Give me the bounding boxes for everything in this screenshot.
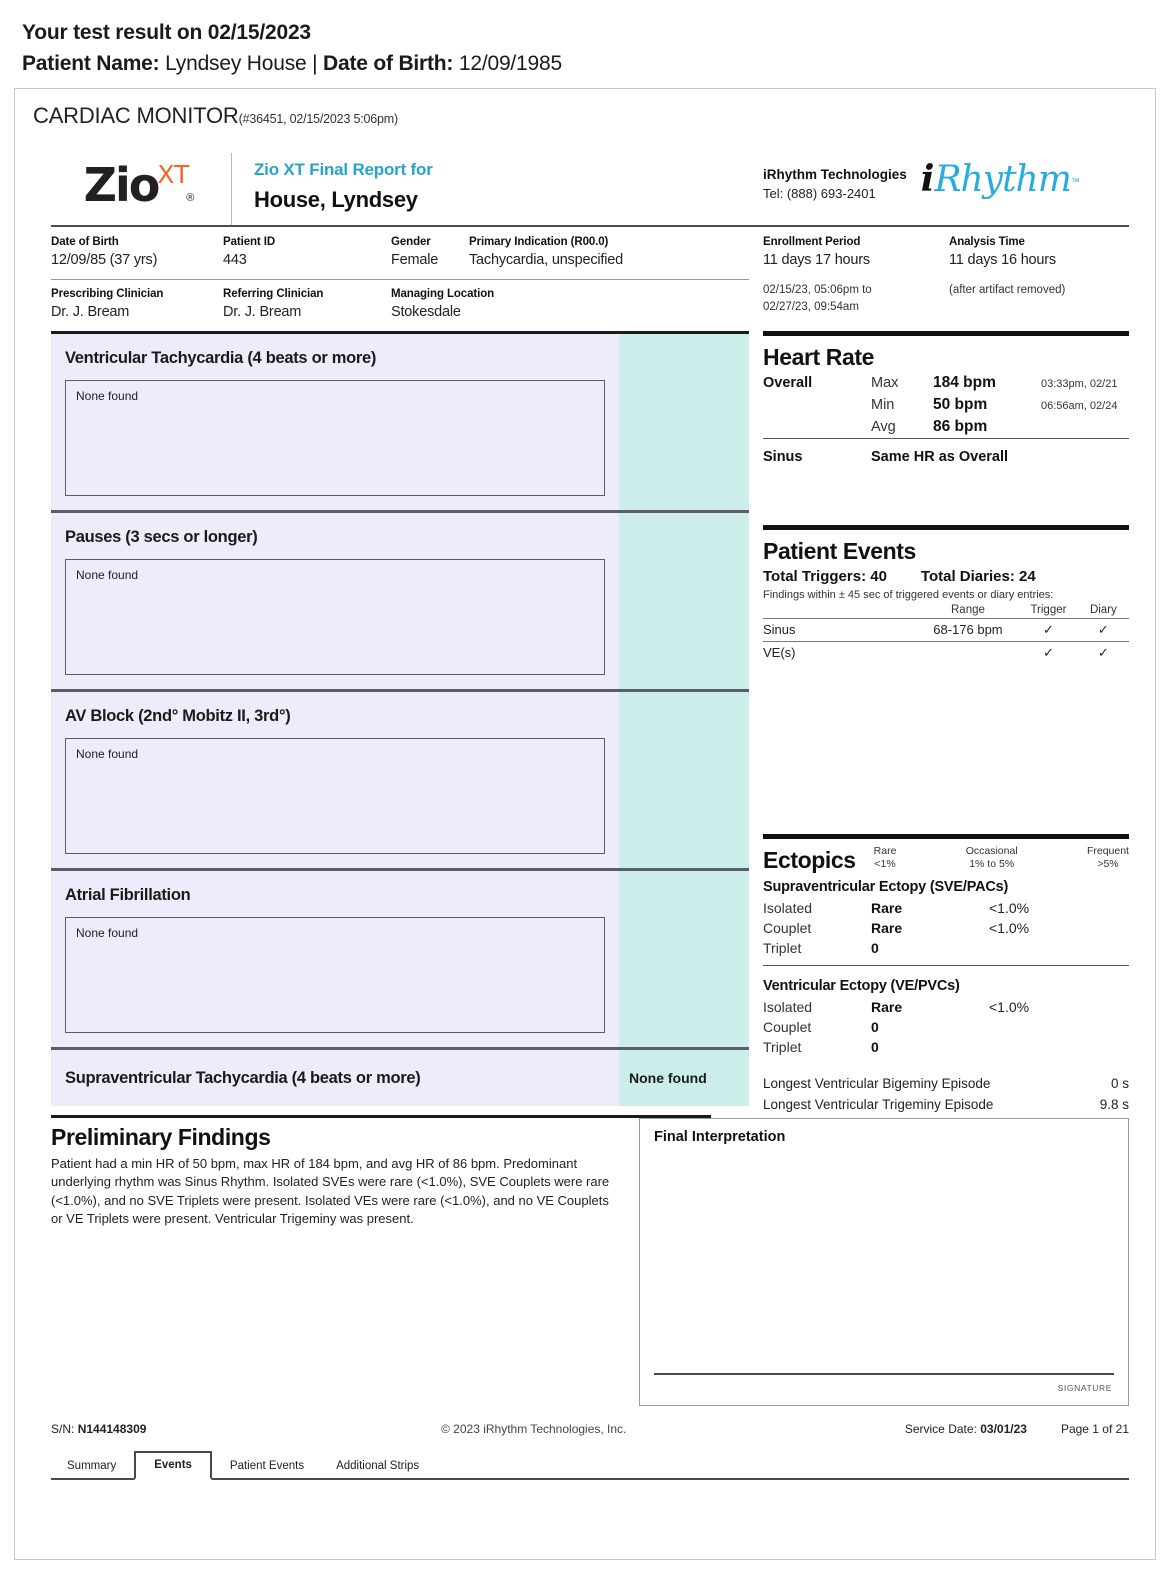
report-body bbox=[15, 139, 1155, 1406]
table-row bbox=[763, 918, 1129, 938]
ectopy-pct: <1.0% bbox=[989, 899, 1030, 916]
col-name bbox=[763, 604, 917, 619]
longest-bigeminy-row bbox=[763, 1073, 1129, 1094]
irhythm-telephone: Tel: (888) 693-2401 bbox=[763, 186, 876, 201]
demo-left-2 bbox=[51, 280, 749, 331]
findings-text: Patient had a min HR of 50 bpm, max HR of 184 bpm, and avg HR of 86 bpm. Predominant underlying rhythm was Sinus Rhythm. Isolated SVEs were rare (<1.0%), SVE Couplets were rare (<1.0%), and no SVE Triplets were present. Isolated VEs were rare (<1.0%), and no VE Couplets or VE Triplets were present. Ventricular Trigeminy was present. bbox=[51, 1155, 610, 1226]
ectopics-header bbox=[763, 845, 1129, 876]
event-range bbox=[917, 641, 1019, 664]
demo-label: Enrollment Period bbox=[763, 236, 861, 248]
longest-label: Longest Ventricular Trigeminy Episode bbox=[763, 1096, 994, 1112]
demo-label: Date of Birth bbox=[51, 236, 119, 248]
scale-frequent bbox=[1087, 845, 1129, 871]
patient-events-totals bbox=[763, 566, 1129, 585]
patient-name-label: Patient Name: bbox=[22, 52, 160, 75]
col-diary: Diary bbox=[1089, 603, 1117, 616]
arrhythmia-teal-panel bbox=[619, 692, 749, 868]
longest-trigeminy-row bbox=[763, 1094, 1129, 1115]
sinus-value: Same HR as Overall bbox=[871, 448, 1009, 465]
ectopy-rate: Rare bbox=[871, 919, 903, 936]
irhythm-logo-i: i bbox=[920, 158, 935, 200]
table-row bbox=[763, 938, 1129, 958]
service-date-label: Service Date: bbox=[904, 1421, 977, 1436]
spacer-before-longest bbox=[763, 1057, 1129, 1073]
demo-value: Female bbox=[391, 252, 439, 268]
patient-events-section bbox=[763, 530, 1129, 664]
check-icon: ✓ bbox=[1019, 618, 1078, 641]
service-date-value: 03/01/23 bbox=[980, 1421, 1027, 1436]
ectopics-section bbox=[763, 839, 1129, 1115]
svt-content bbox=[51, 1050, 619, 1106]
final-interpretation-heading: Final Interpretation bbox=[654, 1128, 786, 1145]
result-date-title: Your test result on 02/15/2023 bbox=[22, 21, 311, 44]
event-name: VE(s) bbox=[763, 641, 917, 664]
ectopy-rate: Rare bbox=[871, 899, 903, 916]
cardiac-monitor-title: CARDIAC MONITOR bbox=[33, 103, 239, 128]
spacer-after-events bbox=[763, 664, 1129, 834]
hr-value: 184 bpm bbox=[933, 374, 996, 391]
total-diaries: Total Diaries: 24 bbox=[920, 567, 1036, 585]
hr-value: 50 bpm bbox=[933, 396, 988, 413]
report-title-cell bbox=[231, 153, 749, 225]
event-range: 68-176 bpm bbox=[917, 618, 1019, 641]
demo-value: Dr. J. Bream bbox=[223, 304, 302, 320]
demo-value: 443 bbox=[223, 252, 247, 268]
summary-column bbox=[749, 331, 1129, 1115]
hr-overall-label: Overall bbox=[763, 375, 813, 391]
analysis-note-wrap bbox=[949, 282, 1065, 316]
arrhythmia-teal-panel bbox=[619, 871, 749, 1047]
demo-left-1 bbox=[51, 228, 749, 279]
demo-field-gender bbox=[391, 234, 469, 271]
preliminary-findings bbox=[51, 1118, 639, 1406]
arrhythmia-title: Pauses (3 secs or longer) bbox=[65, 528, 258, 546]
arrhythmia-content bbox=[51, 871, 619, 1047]
arrhythmia-body bbox=[51, 871, 749, 1047]
ectopy-rate: 0 bbox=[871, 939, 879, 956]
ectopy-pct bbox=[989, 1037, 1129, 1057]
demo-fields-row-2 bbox=[51, 280, 737, 331]
demo-field-referring-clinician bbox=[223, 286, 391, 323]
arrhythmia-content bbox=[51, 513, 619, 689]
ve-title: Ventricular Ectopy (VE/PVCs) bbox=[763, 977, 960, 994]
hr-time: 03:33pm, 02/21 bbox=[1041, 378, 1118, 390]
demo-label: Managing Location bbox=[391, 288, 495, 300]
arrhythmia-result-box: None found bbox=[65, 380, 605, 496]
irhythm-cell bbox=[749, 153, 1129, 225]
cardiac-monitor-meta: (#36451, 02/15/2023 5:06pm) bbox=[238, 112, 398, 126]
ectopy-name: Isolated bbox=[763, 998, 813, 1015]
enrollment-period-field bbox=[763, 234, 949, 271]
tab-summary[interactable]: Summary bbox=[67, 1459, 117, 1472]
table-header-row bbox=[763, 604, 1129, 619]
page-number: Page 1 of 21 bbox=[1060, 1421, 1129, 1436]
main-content bbox=[51, 331, 1129, 1115]
demographics-row-2 bbox=[51, 280, 1129, 331]
demo-label: Gender bbox=[391, 236, 431, 248]
col-range: Range bbox=[951, 603, 985, 616]
ectopics-inner-divider bbox=[763, 965, 1129, 966]
dob-value: 12/09/1985 bbox=[458, 52, 562, 75]
ectopy-pct bbox=[989, 938, 1129, 958]
enrollment-end: 02/27/23, 09:54am bbox=[763, 301, 859, 313]
sn-label: S/N: bbox=[51, 1421, 75, 1436]
arrhythmia-result-box: None found bbox=[65, 559, 605, 675]
sve-title: Supraventricular Ectopy (SVE/PACs) bbox=[763, 878, 1009, 895]
enrollment-dates bbox=[763, 282, 949, 316]
patient-events-table bbox=[763, 604, 1129, 664]
arrhythmia-content bbox=[51, 692, 619, 868]
report-patient-name: House, Lyndsey bbox=[254, 187, 418, 212]
ectopy-rate: 0 bbox=[871, 1038, 879, 1055]
hr-time bbox=[1041, 416, 1129, 439]
table-row bbox=[763, 444, 1129, 467]
demo-label: Analysis Time bbox=[949, 236, 1025, 248]
svt-result-panel bbox=[619, 1050, 749, 1106]
demo-period-row bbox=[763, 228, 1129, 279]
arrhythmia-result-box: None found bbox=[65, 738, 605, 854]
hr-key: Max bbox=[871, 375, 899, 391]
table-row bbox=[763, 1037, 1129, 1057]
demo-field-prescribing-clinician bbox=[51, 286, 223, 323]
demo-value: Tachycardia, unspecified bbox=[469, 252, 623, 268]
demo-label: Primary Indication (R00.0) bbox=[469, 236, 609, 248]
spacer-after-hr bbox=[763, 467, 1129, 525]
analysis-note: (after artifact removed) bbox=[949, 284, 1066, 296]
zio-xt-logo bbox=[83, 158, 199, 212]
arrhythmia-teal-panel bbox=[619, 334, 749, 510]
patient-identity-line bbox=[22, 48, 1170, 80]
arrhythmia-body bbox=[51, 334, 749, 510]
irhythm-logo bbox=[921, 159, 1080, 200]
table-row bbox=[763, 641, 1129, 664]
table-row bbox=[763, 898, 1129, 918]
sinus-label: Sinus bbox=[763, 448, 803, 465]
patient-name-value: Lyndsey House bbox=[165, 52, 307, 75]
arrhythmia-section-av-block bbox=[51, 689, 749, 868]
arrhythmia-section-svt bbox=[51, 1047, 749, 1106]
hr-key: Avg bbox=[871, 419, 896, 435]
report-frame bbox=[14, 88, 1156, 1560]
arrhythmia-teal-panel bbox=[619, 513, 749, 689]
demo-right-2 bbox=[749, 280, 1129, 331]
irhythm-contact bbox=[763, 159, 907, 203]
patient-banner bbox=[0, 0, 1170, 80]
analysis-time-field bbox=[949, 234, 1056, 271]
scale-name: Occasional bbox=[965, 844, 1018, 857]
heart-rate-table bbox=[763, 372, 1129, 467]
check-icon: ✓ bbox=[1078, 641, 1129, 664]
arrhythmia-body bbox=[51, 692, 749, 868]
final-interpretation bbox=[639, 1118, 1129, 1406]
irhythm-logo-text: Rhythm bbox=[934, 159, 1071, 200]
arrhythmia-column bbox=[51, 331, 749, 1115]
event-name: Sinus bbox=[763, 618, 917, 641]
sn-value: N144148309 bbox=[77, 1421, 147, 1436]
ectopy-name: Couplet bbox=[763, 919, 812, 936]
demo-value: Stokesdale bbox=[391, 304, 461, 320]
zio-xt-superscript: XT bbox=[157, 160, 190, 189]
report-footer bbox=[15, 1406, 1155, 1436]
arrhythmia-body bbox=[51, 513, 749, 689]
ectopy-pct: <1.0% bbox=[989, 919, 1030, 936]
longest-value: 9.8 s bbox=[1099, 1096, 1129, 1112]
ectopy-name: Triplet bbox=[763, 1038, 802, 1055]
dob-label: Date of Birth: bbox=[323, 52, 454, 75]
registered-mark-icon: ® bbox=[186, 192, 195, 204]
arrhythmia-title: Ventricular Tachycardia (4 beats or more) bbox=[65, 349, 377, 367]
scale-range: >5% bbox=[1097, 857, 1119, 870]
findings-row bbox=[51, 1118, 1129, 1406]
hr-key: Min bbox=[871, 397, 895, 413]
scale-range: <1% bbox=[874, 857, 896, 870]
demo-label: Patient ID bbox=[223, 236, 276, 248]
service-date bbox=[905, 1422, 1061, 1436]
demographics-row-1 bbox=[51, 228, 1129, 279]
svt-body bbox=[51, 1050, 749, 1106]
ectopy-name: Triplet bbox=[763, 939, 802, 956]
demo-right-1 bbox=[749, 228, 1129, 279]
col-trigger: Trigger bbox=[1030, 603, 1067, 616]
cardiac-monitor-header bbox=[15, 89, 1155, 139]
scale-range: 1% to 5% bbox=[969, 857, 1015, 870]
arrhythmia-result-box: None found bbox=[65, 917, 605, 1033]
ectopy-rate: Rare bbox=[871, 998, 903, 1015]
copyright-text: © 2023 iRhythm Technologies, Inc. bbox=[441, 1421, 627, 1436]
ectopy-pct bbox=[989, 1017, 1129, 1037]
check-icon: ✓ bbox=[1019, 641, 1078, 664]
heart-rate-section bbox=[763, 336, 1129, 467]
demo-label: Prescribing Clinician bbox=[51, 288, 164, 300]
ectopy-rate: 0 bbox=[871, 1018, 879, 1035]
enrollment-start: 02/15/23, 05:06pm to bbox=[763, 284, 872, 296]
zio-wordmark: Zio bbox=[83, 158, 159, 212]
identity-separator: | bbox=[312, 52, 318, 75]
hr-spacer bbox=[763, 394, 871, 416]
demo-label: Referring Clinician bbox=[223, 288, 324, 300]
patient-events-note: Findings within ± 45 sec of triggered events or diary entries: bbox=[763, 588, 1054, 601]
svt-title: Supraventricular Tachycardia (4 beats or more) bbox=[65, 1069, 421, 1087]
signature-line bbox=[654, 1373, 1114, 1375]
ectopy-name: Isolated bbox=[763, 899, 813, 916]
arrhythmia-section-afib bbox=[51, 868, 749, 1047]
demo-fields-row-1 bbox=[51, 228, 737, 279]
longest-label: Longest Ventricular Bigeminy Episode bbox=[763, 1075, 991, 1091]
scale-name: Rare bbox=[873, 844, 897, 857]
demo-period-detail-row bbox=[763, 280, 1129, 324]
heart-rate-heading: Heart Rate bbox=[763, 344, 875, 370]
table-row bbox=[763, 416, 1129, 439]
report-tabs bbox=[51, 1454, 1129, 1480]
tab-additional-strips[interactable]: Additional Strips bbox=[336, 1459, 420, 1472]
report-tabs-wrap bbox=[15, 1436, 1155, 1480]
demo-field-dob bbox=[51, 234, 223, 271]
tab-patient-events[interactable]: Patient Events bbox=[229, 1459, 305, 1472]
arrhythmia-section-vt bbox=[51, 331, 749, 510]
total-triggers: Total Triggers: 40 bbox=[763, 567, 887, 585]
report-subtitle: Zio XT Final Report for bbox=[254, 160, 433, 179]
arrhythmia-title: AV Block (2nd° Mobitz II, 3rd°) bbox=[65, 707, 291, 725]
table-row bbox=[763, 372, 1129, 394]
hr-time: 06:56am, 02/24 bbox=[1041, 400, 1118, 412]
serial-number bbox=[51, 1422, 381, 1436]
demo-field-managing-location bbox=[391, 286, 494, 323]
demo-value: 11 days 17 hours bbox=[763, 252, 870, 268]
longest-value: 0 s bbox=[1110, 1075, 1129, 1091]
ve-table bbox=[763, 997, 1129, 1057]
hr-value: 86 bpm bbox=[933, 418, 988, 435]
ectopy-pct: <1.0% bbox=[989, 998, 1030, 1015]
arrhythmia-content bbox=[51, 334, 619, 510]
demo-value: 12/09/85 (37 yrs) bbox=[51, 252, 158, 268]
hr-spacer bbox=[763, 416, 871, 439]
table-row bbox=[763, 1017, 1129, 1037]
sve-table bbox=[763, 898, 1129, 958]
tab-events[interactable]: Events bbox=[134, 1451, 212, 1480]
demo-field-patient-id bbox=[223, 234, 391, 271]
final-interpretation-box[interactable] bbox=[639, 1118, 1129, 1406]
scale-occasional bbox=[966, 845, 1018, 871]
irhythm-company-name: iRhythm Technologies bbox=[763, 167, 907, 182]
demo-value: 11 days 16 hours bbox=[949, 252, 1056, 268]
arrhythmia-title: Atrial Fibrillation bbox=[65, 886, 191, 904]
signature-caption: SIGNATURE bbox=[1057, 1382, 1112, 1393]
svt-result: None found bbox=[629, 1070, 707, 1086]
table-row bbox=[763, 394, 1129, 416]
ectopics-scale-legend bbox=[856, 845, 1129, 874]
table-row bbox=[763, 997, 1129, 1017]
demo-value: Dr. J. Bream bbox=[51, 304, 130, 320]
findings-heading: Preliminary Findings bbox=[51, 1123, 271, 1150]
zio-logo-cell bbox=[51, 153, 231, 225]
ectopics-heading: Ectopics bbox=[763, 846, 856, 873]
patient-events-heading: Patient Events bbox=[763, 537, 916, 564]
scale-rare bbox=[874, 845, 897, 871]
report-header bbox=[51, 139, 1129, 225]
trademark-icon: ™ bbox=[1070, 176, 1080, 187]
table-row bbox=[763, 618, 1129, 641]
check-icon: ✓ bbox=[1078, 618, 1129, 641]
ectopy-name: Couplet bbox=[763, 1018, 812, 1035]
demo-field-primary-indication bbox=[469, 234, 623, 271]
scale-name: Frequent bbox=[1086, 844, 1129, 857]
arrhythmia-section-pauses bbox=[51, 510, 749, 689]
